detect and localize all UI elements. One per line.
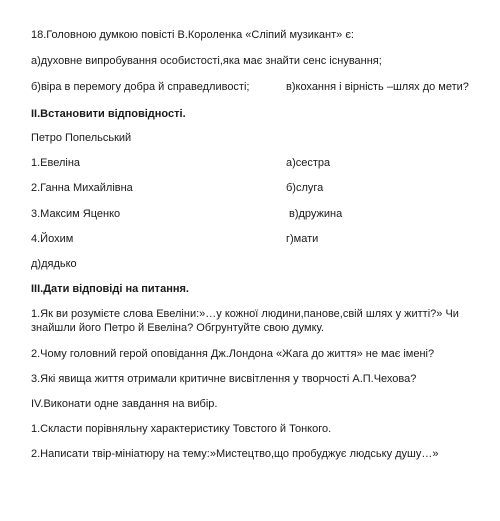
match-right-1: а)сестра: [286, 157, 331, 169]
q18-option-c: в)кохання і вірність –шлях до мети?: [286, 81, 469, 93]
match-right-4: г)мати: [286, 233, 319, 245]
match-left-2: 2.Ганна Михайлівна: [31, 182, 133, 194]
q18-option-a: а)духовне випробування особистості,яка має знайти сенс існування;: [31, 55, 382, 67]
section3-q3: 3.Які явища життя отримали критичне висвітлення у творчості А.П.Чехова?: [31, 373, 417, 385]
section2-subtitle: Петро Попельський: [31, 132, 132, 144]
match-right-2: б)слуга: [286, 182, 324, 194]
match-left-1: 1.Евеліна: [31, 157, 81, 169]
section3-q1-line2: знайшли його Петро й Евеліна? Обгрунтуйте свою думку.: [31, 322, 324, 334]
match-extra: д)дядько: [31, 258, 77, 270]
q18-question: 18.Головною думкою повісті В.Короленка «Сліпий музикант» є:: [31, 29, 354, 41]
section4-task2: 2.Написати твір-мініатюру на тему:»Мистецтво,що пробуджує людську душу…»: [31, 448, 439, 460]
section4-title: ІV.Виконати одне завдання на вибір.: [31, 398, 218, 410]
section3-title: ІІІ.Дати відповіді на питання.: [31, 283, 189, 295]
match-left-4: 4.Йохим: [31, 233, 74, 245]
match-right-3: в)дружина: [289, 208, 343, 220]
section4-task1: 1.Скласти порівняльну характеристику Товстого й Тонкого.: [31, 423, 332, 435]
section3-q2: 2.Чому головний герой оповідання Дж.Лондона «Жага до життя» не має імені?: [31, 348, 435, 360]
section3-q1-line1: 1.Як ви розумієте слова Евеліни:»…у кожної людини,панове,свій шлях у житті?» Чи: [31, 308, 459, 320]
section2-title: ІІ.Встановити відповідності.: [31, 108, 186, 120]
q18-option-b: б)віра в перемогу добра й справедливості;: [31, 81, 250, 93]
match-left-3: 3.Максим Яценко: [31, 208, 121, 220]
